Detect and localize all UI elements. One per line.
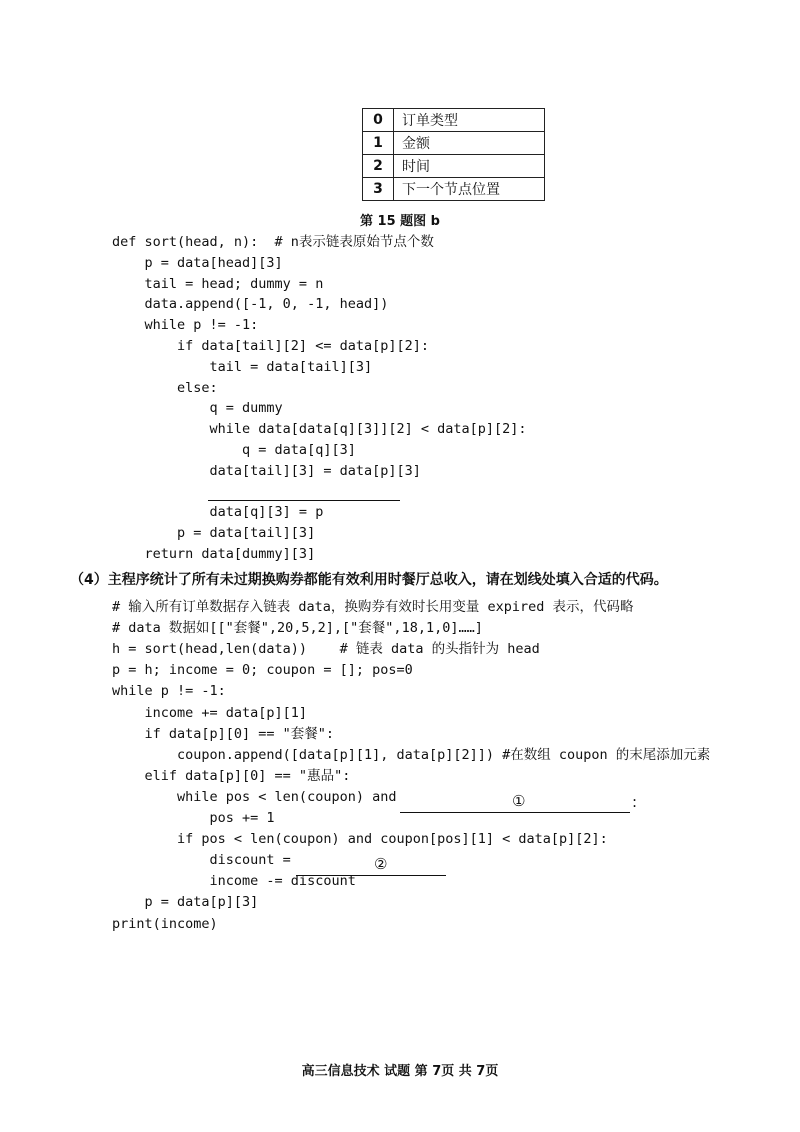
- code-line: p = data[head][3]: [112, 254, 283, 271]
- code-line: q = dummy: [112, 400, 283, 417]
- node-structure-table: [362, 108, 545, 201]
- fill-blank-1: [400, 812, 630, 813]
- code-line: discount =: [112, 852, 299, 869]
- code-line: q = data[q][3]: [112, 442, 356, 458]
- code-line: else:: [112, 379, 218, 396]
- code-line: if data[p][0] == "套餐":: [112, 725, 335, 742]
- code-line: coupon.append([data[p][1], data[p][2]]) #在数组 coupon 的末尾添加元素: [112, 746, 711, 763]
- table-row: [363, 178, 545, 201]
- code-line: tail = data[tail][3]: [112, 358, 373, 375]
- code-line: def sort(head, n): # n表示链表原始节点个数: [112, 234, 434, 250]
- figure-caption: 第 15 题图 b: [360, 214, 440, 229]
- blank-1-marker: ①: [512, 792, 526, 810]
- code-line: # 输入所有订单数据存入链表 data，换购券有效时长用变量 expired 表示，代码略: [112, 599, 634, 615]
- code-line: elif data[p][0] == "惠品":: [112, 767, 351, 784]
- code-line: income -= discount: [112, 873, 356, 890]
- field-label: 金额: [394, 132, 545, 155]
- code-line: while p != -1:: [112, 683, 226, 700]
- code-line: data[tail][3] = data[p][3]: [112, 462, 421, 479]
- question-4-text: （4）主程序统计了所有未过期换购券都能有效利用时餐厅总收入，请在划线处填入合适的代码。: [70, 572, 668, 588]
- code-line: while p != -1:: [112, 317, 259, 334]
- code-line: # data 数据如[["套餐",20,5,2],["套餐",18,1,0]……]: [112, 620, 483, 637]
- blank-1-colon: :: [632, 793, 638, 811]
- field-label: 下一个节点位置: [394, 178, 545, 201]
- code-line: h = sort(head,len(data)) # 链表 data 的头指针为 head: [112, 641, 540, 658]
- code-line: return data[dummy][3]: [112, 546, 316, 562]
- fill-blank-2: [296, 875, 446, 876]
- code-line: while data[data[q][3]][2] < data[p][2]:: [112, 421, 527, 438]
- table-row: [363, 155, 545, 178]
- code-line: data.append([-1, 0, -1, head]): [112, 296, 389, 313]
- code-line: print(income): [112, 915, 218, 932]
- field-index: 2: [363, 155, 394, 178]
- code-line: data[q][3] = p: [112, 504, 324, 521]
- code-line: p = h; income = 0; coupon = []; pos=0: [112, 662, 413, 679]
- code-line: pos += 1: [112, 810, 275, 826]
- field-index: 0: [363, 109, 394, 132]
- blank-2-marker: ②: [374, 855, 388, 873]
- sort-fill-blank: [208, 500, 400, 501]
- code-line: while pos < len(coupon) and: [112, 788, 405, 805]
- code-line: p = data[tail][3]: [112, 525, 316, 542]
- field-label: 订单类型: [394, 109, 545, 132]
- code-line: p = data[p][3]: [112, 894, 259, 911]
- page-footer: 高三信息技术 试题 第 7页 共 7页: [301, 1064, 499, 1079]
- field-label: 时间: [394, 155, 545, 178]
- code-line: if pos < len(coupon) and coupon[pos][1] < data[p][2]:: [112, 831, 608, 848]
- code-line: tail = head; dummy = n: [112, 275, 324, 292]
- table-row: [363, 109, 545, 132]
- code-line: income += data[p][1]: [112, 704, 308, 721]
- code-line: if data[tail][2] <= data[p][2]:: [112, 338, 429, 354]
- field-index: 1: [363, 132, 394, 155]
- table-row: [363, 132, 545, 155]
- field-index: 3: [363, 178, 394, 201]
